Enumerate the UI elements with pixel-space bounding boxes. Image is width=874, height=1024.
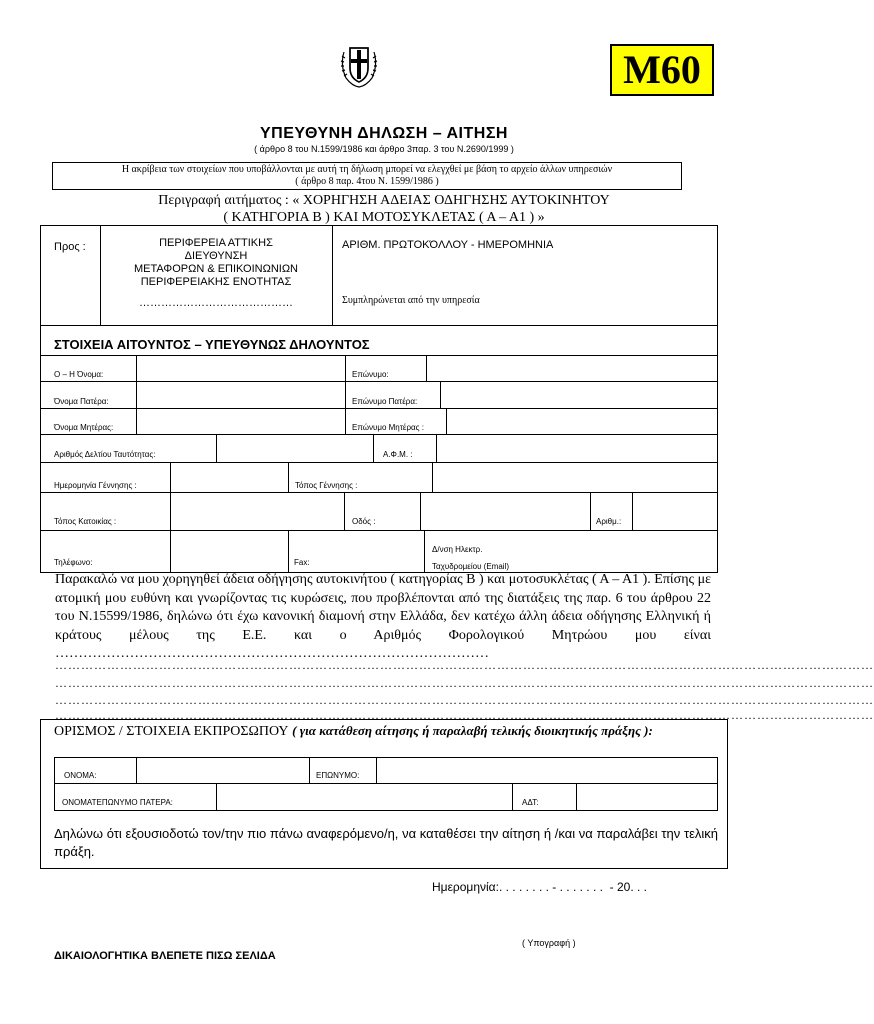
dotted-line-2: ……………………………………………………………………………………………………………………………………………………………………… [55, 676, 874, 690]
request-label: Περιγραφή αιτήματος : [158, 193, 289, 208]
father-surname-label: Επώνυμο Πατέρα: [352, 397, 418, 406]
protocol-number-label: ΑΡΙΘΜ. ΠΡΩΤΟΚΌΛΛΟΥ - ΗΜΕΡΟΜΗΝΙΑ [342, 239, 554, 251]
date-line: Ημερομηνία:. . . . . . . . - . . . . . . . - 20. . . [432, 880, 647, 894]
greek-coat-of-arms-emblem [336, 40, 382, 90]
dotted-line-4: ……………………………………………………………………………………………………………………………………………………………………… [55, 708, 874, 722]
representative-heading-main: ΟΡΙΣΜΟΣ / ΣΤΟΙΧΕΙΑ ΕΚΠΡΟΣΩΠΟΥ [54, 724, 289, 739]
id-number-field[interactable] [217, 435, 372, 461]
rep-father-field[interactable] [217, 784, 511, 810]
form-code-badge: M60 [610, 44, 714, 96]
representative-heading-sub: ( για κατάθεση αίτησης ή παραλαβή τελικής διοικητικής πράξης ): [292, 723, 653, 738]
phone-field[interactable] [171, 531, 287, 572]
mother-surname-label: Επώνυμο Μητέρας : [352, 423, 424, 432]
recipient-line1: ΠΕΡΙΦΕΡΕΙΑ ΑΤΤΙΚΗΣ [159, 237, 273, 249]
footer-note: ΔΙΚΑΙΟΛΟΓΗΤΙΚΑ ΒΛΕΠΕΤΕ ΠΙΣΩ ΣΕΛΙΔΑ [54, 950, 276, 962]
accuracy-notice [52, 162, 682, 190]
request-line1: « ΧΟΡΗΓΗΣΗ ΑΔΕΙΑΣ ΟΔΗΓΗΣΗΣ ΑΥΤΟΚΙΝΗΤΟΥ [292, 193, 610, 208]
father-name-label: Όνομα Πατέρα: [54, 397, 109, 406]
rep-father-label: ΟΝΟΜΑΤΕΠΩΝΥΜΟ ΠΑΤΕΡΑ: [62, 798, 173, 807]
first-name-field[interactable] [137, 356, 344, 380]
recipient-line3: ΜΕΤΑΦΟΡΩΝ & ΕΠΙΚΟΙΝΩΝΙΩΝ [134, 263, 298, 275]
mother-name-field[interactable] [137, 409, 344, 433]
request-line2: ( ΚΑΤΗΓΟΡΙΑ Β ) ΚΑΙ ΜΟΤΟΣΥΚΛΕΤΑΣ ( Α – Α1 ) » [223, 210, 545, 225]
street-field[interactable] [421, 493, 589, 529]
applicant-section-heading: ΣΤΟΙΧΕΙΑ ΑΙΤΟΥΝΤΟΣ – ΥΠΕΥΘΥΝΩΣ ΔΗΛΟΥΝΤΟΣ [54, 337, 370, 352]
authorization-text: Δηλώνω ότι εξουσιοδοτώ τον/την πιο πάνω αναφερόμενο/η, να καταθέσει την αίτηση ή /και να παραλάβει την τελική πράξη. [54, 826, 718, 859]
street-label: Οδός : [352, 517, 376, 526]
birth-date-field[interactable] [171, 463, 287, 491]
surname-label: Επώνυμο: [352, 370, 389, 379]
residence-field[interactable] [171, 493, 343, 529]
father-surname-field[interactable] [441, 382, 717, 407]
form-legal-reference: ( άρθρο 8 του Ν.1599/1986 και άρθρο 3παρ. 3 του Ν.2690/1999 ) [254, 144, 514, 154]
accuracy-notice-line1: Η ακρίβεια των στοιχείων που υποβάλλονται με αυτή τη δήλωση μπορεί να ελεγχθεί με βάση το αρχείο άλλων υπηρεσιών [121, 164, 613, 175]
declaration-text: Παρακαλώ να μου χορηγηθεί άδεια οδήγησης αυτοκινήτου ( κατηγορίας Β ) και μοτοσυκλέτας ( Α – Α1 ). Επίσης με ατομική μου ευθύνη και γνωρίζοντας τις κυρώσεις, που προβλέπονται από της διατάξεις της παρ. 6 του άρθρου 22 του Ν.15599/1986, δηλώνω ότι έχω κανονική διαμονή στην Ελλάδα, δεν κατέχω άλλη άδεια οδήγησης Ελληνική ή κράτους μέλους της Ε.Ε. και ο Αριθμός Φορολογικού Μητρώου μου είναι ………………………………………………………………………………… [55, 572, 711, 661]
fax-label: Fax: [294, 558, 310, 567]
afm-label: Α.Φ.Μ. : [383, 450, 413, 459]
mother-surname-field[interactable] [447, 409, 717, 433]
signature-label: ( Υπογραφή ) [522, 938, 576, 948]
form-title: ΥΠΕΥΘΥΝΗ ΔΗΛΩΣΗ – ΑΙΤΗΣΗ [260, 125, 508, 142]
rep-surname-label: ΕΠΩΝΥΜΟ: [316, 771, 360, 780]
recipient-line2: ΔΙΕΥΘΥΝΣΗ [184, 250, 248, 262]
recipient-to-label: Προς : [54, 241, 86, 253]
service-note: Συμπληρώνεται από την υπηρεσία [342, 295, 480, 306]
residence-label: Τόπος Κατοικίας : [54, 517, 117, 526]
fax-field[interactable] [320, 531, 423, 572]
birth-place-field[interactable] [433, 463, 717, 491]
recipient-line4: ΠΕΡΙΦΕΡΕΙΑΚΗΣ ΕΝΟΤΗΤΑΣ [140, 276, 292, 288]
birth-date-label: Ημερομηνία Γέννησης : [54, 481, 137, 490]
afm-field[interactable] [437, 435, 717, 461]
accuracy-notice-line2: ( άρθρο 8 παρ. 4του Ν. 1599/1986 ) [295, 176, 439, 187]
birth-place-label: Τόπος Γέννησης : [295, 481, 358, 490]
recipient-authority [104, 237, 328, 310]
recipient-line5: …………………………………… [139, 297, 293, 309]
surname-field[interactable] [427, 356, 717, 380]
id-number-label: Αριθμός Δελτίου Ταυτότητας: [54, 450, 156, 459]
rep-name-field[interactable] [137, 758, 308, 782]
rep-adt-label: ΑΔΤ: [522, 798, 539, 807]
request-description [40, 192, 728, 226]
rep-adt-field[interactable] [577, 784, 717, 810]
first-name-label: Ο – Η Όνομα: [54, 370, 104, 379]
email-label-line2: Ταχυδρομείου (Email) [432, 562, 509, 571]
mother-name-label: Όνομα Μητέρας: [54, 423, 114, 432]
rep-name-label: ΟΝΟΜΑ: [64, 771, 97, 780]
email-label-line1: Δ/νση Ηλεκτρ. [432, 545, 483, 554]
rep-surname-field[interactable] [377, 758, 717, 782]
phone-label: Τηλέφωνο: [54, 558, 93, 567]
father-name-field[interactable] [137, 382, 344, 407]
street-number-field[interactable] [633, 493, 717, 529]
representative-heading [54, 722, 718, 740]
dotted-line-3: ……………………………………………………………………………………………………………………………………………………………………… [55, 693, 874, 707]
dotted-line-1: ……………………………………………………………………………………………………………………………………………………………………… [55, 658, 874, 672]
street-number-label: Αριθμ.: [596, 517, 622, 526]
email-field[interactable] [540, 531, 717, 572]
